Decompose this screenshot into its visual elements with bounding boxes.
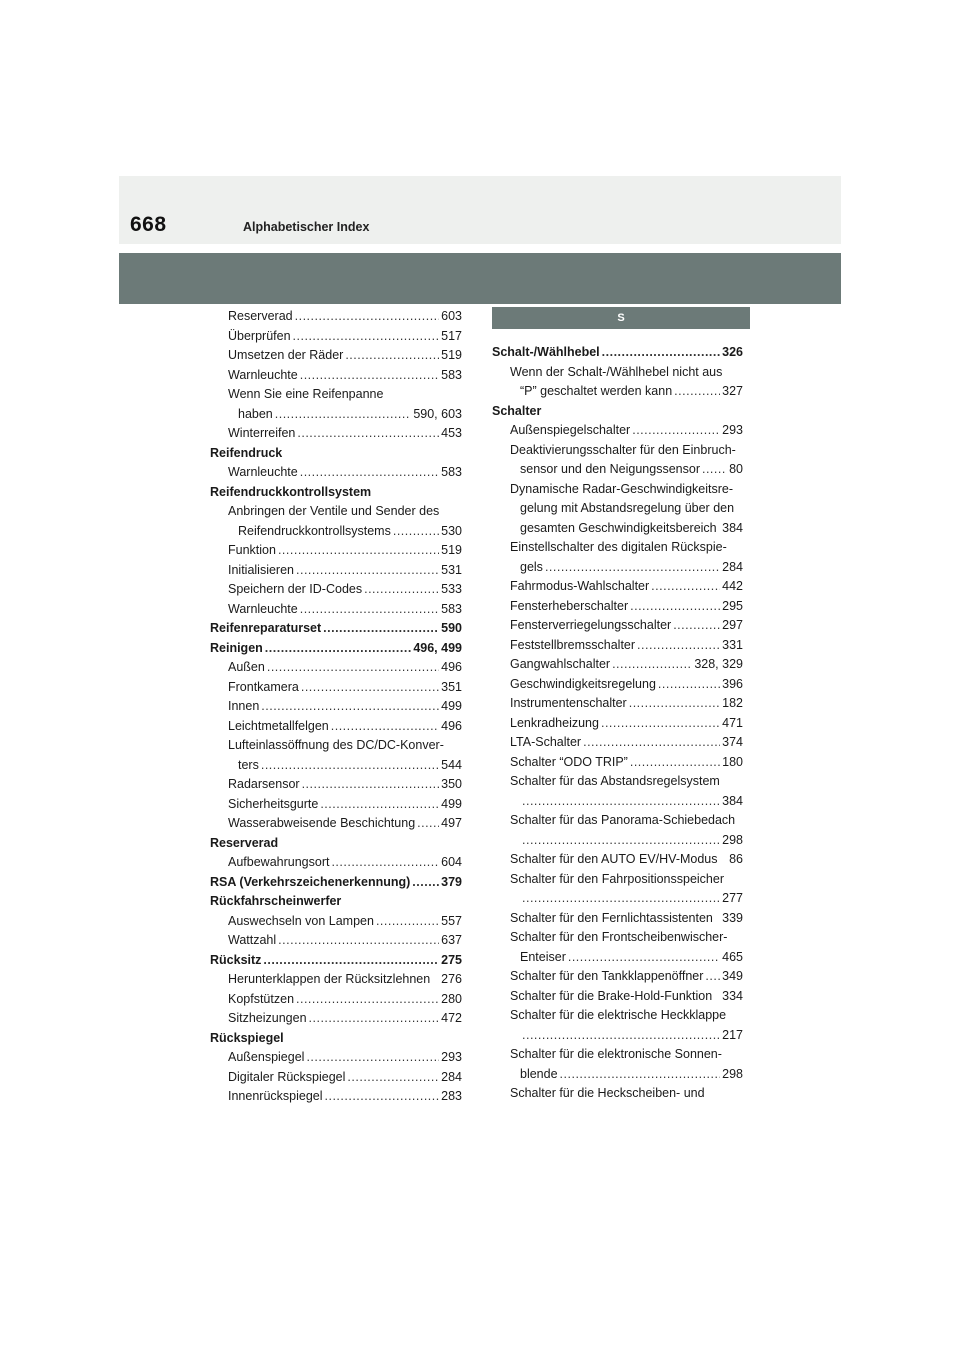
- entry-text: Auswechseln von Lampen: [228, 913, 374, 928]
- entry-text: Dynamische Radar-Geschwindigkeitsre-: [510, 481, 733, 496]
- page-reference[interactable]: 217: [722, 1027, 743, 1042]
- entry-text: Wasserabweisende Beschichtung: [228, 816, 416, 830]
- entry-text: Fensterheberschalter: [510, 598, 629, 613]
- index-heading: [210, 951, 462, 971]
- entry-text: Leichtmetallfelgen: [228, 718, 329, 733]
- page-reference[interactable]: 275: [441, 952, 462, 967]
- leader-dots: [393, 522, 439, 542]
- entry-text: ters: [238, 757, 259, 772]
- index-entry: [492, 655, 743, 675]
- leader-dots: [412, 873, 439, 893]
- letter-heading-s: S: [492, 307, 750, 329]
- entry-text: Instrumentenschalter: [510, 696, 627, 710]
- page-reference[interactable]: 86: [729, 852, 743, 866]
- index-entry: [492, 987, 743, 1007]
- page-reference[interactable]: 284: [722, 559, 743, 574]
- entry-text: Schalter für den Frontscheibenwischer-: [510, 930, 728, 944]
- leader-dots: [301, 678, 439, 698]
- entry-text: Reserverad: [228, 309, 293, 323]
- index-entry: [210, 463, 462, 483]
- page-reference[interactable]: 496: [441, 660, 462, 674]
- leader-dots: [347, 1068, 439, 1088]
- entry-text: Schalter “ODO TRIP”: [510, 754, 628, 769]
- leader-dots: [261, 756, 439, 776]
- index-entry: [492, 870, 743, 890]
- index-heading: [492, 402, 743, 422]
- page-reference[interactable]: 583: [441, 465, 462, 479]
- page-reference[interactable]: 637: [441, 933, 462, 947]
- leader-dots: [331, 717, 439, 737]
- right-entries: [492, 343, 743, 1104]
- entry-text: Schalter für die elektrische Heckklappe: [510, 1008, 727, 1022]
- index-entry: [492, 577, 743, 597]
- entry-text: Schalter für die Brake-Hold-Funktion: [510, 988, 713, 1003]
- entry-text: Wattzahl: [228, 933, 277, 947]
- index-entry: [210, 756, 462, 776]
- page-reference[interactable]: 496, 499: [413, 640, 462, 655]
- page-reference[interactable]: 384: [722, 793, 743, 808]
- page-reference[interactable]: 499: [441, 796, 462, 811]
- entry-text: Reifendruck: [210, 445, 283, 460]
- entry-text: Fahrmodus-Wahlschalter: [510, 579, 650, 593]
- entry-text: Warnleuchte: [228, 367, 298, 382]
- page-reference[interactable]: 442: [722, 579, 743, 593]
- leader-dots: [261, 697, 439, 717]
- index-entry: [492, 421, 743, 441]
- page-reference[interactable]: 583: [441, 367, 462, 382]
- index-entry: [210, 1087, 462, 1107]
- page-reference[interactable]: 496: [441, 718, 462, 733]
- index-entry: [210, 990, 462, 1010]
- index-entry: [492, 850, 743, 870]
- entry-text: Gangwahlschalter: [510, 657, 611, 671]
- leader-dots: [583, 733, 720, 753]
- page-reference[interactable]: 295: [722, 598, 743, 613]
- leader-dots: [309, 1009, 440, 1029]
- index-entry: [210, 736, 462, 756]
- leader-dots: [522, 831, 720, 851]
- index-entry: [210, 970, 462, 990]
- index-heading: [492, 343, 743, 363]
- page-reference[interactable]: 280: [441, 991, 462, 1006]
- index-heading: [210, 619, 462, 639]
- entry-text: Winterreifen: [228, 426, 296, 440]
- entry-text: gelung mit Abstandsregelung über den: [520, 501, 735, 515]
- leader-dots: [522, 1026, 720, 1046]
- index-heading: [210, 892, 462, 912]
- leader-dots: [296, 990, 439, 1010]
- index-entry: [210, 522, 462, 542]
- page-reference[interactable]: 497: [441, 816, 462, 830]
- leader-dots: [629, 694, 720, 714]
- page-reference[interactable]: 583: [441, 601, 462, 616]
- index-entry: [492, 382, 743, 402]
- index-entry: [492, 1084, 743, 1104]
- leader-dots: [293, 327, 440, 347]
- page-reference[interactable]: 349: [722, 969, 743, 983]
- entry-text: Reserverad: [210, 835, 279, 850]
- index-entry: [210, 561, 462, 581]
- entry-text: Außenspiegelschalter: [510, 423, 631, 437]
- page-reference[interactable]: 180: [722, 754, 743, 769]
- index-entry: [210, 405, 462, 425]
- entry-text: blende: [520, 1066, 558, 1081]
- entry-text: haben: [238, 406, 273, 421]
- leader-dots: [601, 714, 720, 734]
- entry-text: Schalter für das Panorama-Schiebedach: [510, 813, 736, 827]
- leader-dots: [300, 463, 439, 483]
- page-number: 668: [130, 213, 167, 236]
- index-entry: [210, 502, 462, 522]
- entry-text: Digitaler Rückspiegel: [228, 1069, 346, 1084]
- index-heading: [210, 639, 462, 659]
- leader-dots: [612, 655, 692, 675]
- index-entry: [492, 558, 743, 578]
- page-reference[interactable]: 603: [441, 309, 462, 323]
- leader-dots: [364, 580, 439, 600]
- page-reference[interactable]: 284: [441, 1069, 462, 1084]
- page-reference[interactable]: 557: [441, 913, 462, 928]
- index-heading: [210, 873, 462, 893]
- index-entry: [210, 717, 462, 737]
- entry-text: Rücksitz: [210, 952, 262, 967]
- leader-dots: [568, 948, 720, 968]
- entry-text: Funktion: [228, 543, 276, 557]
- leader-dots: [522, 889, 720, 909]
- leader-dots: [278, 541, 439, 561]
- leader-dots: [674, 382, 720, 402]
- index-entry: [210, 327, 462, 347]
- page-reference[interactable]: 379: [441, 874, 462, 889]
- entry-text: Außen: [228, 660, 265, 674]
- leader-dots: [637, 636, 720, 656]
- index-entry: [492, 441, 743, 461]
- entry-text: gels: [520, 559, 543, 574]
- leader-dots: [295, 307, 440, 327]
- index-entry: [210, 853, 462, 873]
- index-column-right: [492, 307, 743, 1104]
- index-entry: [492, 499, 743, 519]
- entry-text: Lenkradheizung: [510, 715, 599, 730]
- index-entry: [492, 519, 743, 539]
- entry-text: Überprüfen: [228, 328, 291, 343]
- index-entry: [492, 675, 743, 695]
- page-reference[interactable]: 533: [441, 582, 462, 596]
- index-entry: [210, 1068, 462, 1088]
- index-entry: [492, 636, 743, 656]
- index-entry: [492, 480, 743, 500]
- page-reference[interactable]: 293: [441, 1050, 462, 1064]
- entry-text: Innenrückspiegel: [228, 1089, 323, 1103]
- entry-text: Initialisieren: [228, 562, 295, 577]
- entry-text: Rückspiegel: [210, 1030, 284, 1045]
- leader-dots: [376, 912, 439, 932]
- leader-dots: [651, 577, 720, 597]
- entry-text: Deaktivierungsschalter für den Einbruch-: [510, 442, 736, 457]
- index-heading: [210, 444, 462, 464]
- leader-dots: [522, 792, 720, 812]
- index-entry: [492, 714, 743, 734]
- page-reference[interactable]: 517: [441, 328, 462, 343]
- leader-dots: [325, 1087, 440, 1107]
- entry-text: Speichern der ID-Codes: [228, 582, 363, 596]
- entry-text: Schalt-/Wählhebel: [492, 345, 600, 359]
- entry-text: RSA (Verkehrszeichenerkennung): [210, 874, 411, 889]
- entry-text: Außenspiegel: [228, 1050, 305, 1064]
- index-entry: [210, 366, 462, 386]
- index-entry: [210, 1009, 462, 1029]
- page-reference[interactable]: 334: [722, 988, 743, 1003]
- entry-text: Schalter für die Heckscheiben- und: [510, 1086, 705, 1100]
- index-entry: [492, 1006, 743, 1026]
- entry-text: Reifenreparaturset: [210, 621, 322, 635]
- leader-dots: [702, 460, 727, 480]
- entry-text: Feststellbremsschalter: [510, 637, 636, 652]
- entry-text: Schalter für den Tankklappenöffner: [510, 969, 704, 983]
- index-entry: [210, 795, 462, 815]
- index-entry: [492, 792, 743, 812]
- page-reference[interactable]: 277: [722, 891, 743, 905]
- page-reference[interactable]: 293: [722, 423, 743, 437]
- entry-text: gesamten Geschwindigkeitsbereich: [520, 520, 717, 535]
- header-bar: [119, 253, 841, 304]
- entry-text: Sitzheizungen: [228, 1011, 307, 1025]
- entry-text: Schalter für das Abstandsregelsystem: [510, 774, 720, 788]
- index-entry: [492, 363, 743, 383]
- entry-text: Wenn der Schalt-/Wählhebel nicht aus: [510, 364, 723, 379]
- page-reference[interactable]: 590, 603: [413, 406, 462, 421]
- index-entry: [210, 814, 462, 834]
- page-reference[interactable]: 328, 329: [694, 657, 743, 671]
- index-entry: [492, 909, 743, 929]
- entry-text: Schalter für den Fernlichtassistenten: [510, 910, 713, 925]
- page-reference[interactable]: 590: [441, 621, 462, 635]
- page-reference[interactable]: 331: [722, 637, 743, 652]
- entry-text: Warnleuchte: [228, 601, 298, 616]
- entry-text: Reifendruckkontrollsystems: [238, 523, 391, 538]
- entry-text: Reifendruckkontrollsystem: [210, 484, 372, 499]
- index-entry: [492, 538, 743, 558]
- index-entry: [210, 912, 462, 932]
- page-reference[interactable]: 453: [441, 426, 462, 440]
- page-reference[interactable]: 351: [441, 679, 462, 694]
- page-reference[interactable]: 374: [722, 735, 743, 749]
- entry-text: Wenn Sie eine Reifenpanne: [228, 387, 384, 401]
- index-entry: [492, 928, 743, 948]
- page-reference[interactable]: 327: [722, 384, 743, 398]
- page-reference[interactable]: 530: [441, 523, 462, 538]
- page-reference[interactable]: 531: [441, 562, 462, 577]
- leader-dots: [323, 619, 439, 639]
- leader-dots: [345, 346, 439, 366]
- entry-text: Herunterklappen der Rücksitzlehnen: [228, 972, 431, 986]
- index-entry: [210, 600, 462, 620]
- page-reference[interactable]: 182: [722, 696, 743, 710]
- entry-text: Kopfstützen: [228, 991, 295, 1006]
- page-reference[interactable]: 604: [441, 855, 462, 869]
- entry-text: Schalter: [492, 403, 542, 418]
- page-reference[interactable]: 519: [441, 348, 462, 362]
- page-reference[interactable]: 465: [722, 949, 743, 964]
- entry-text: Radarsensor: [228, 777, 300, 791]
- leader-dots: [602, 343, 720, 363]
- page-reference[interactable]: 384: [722, 520, 743, 535]
- index-entry: [492, 948, 743, 968]
- page-reference[interactable]: 298: [722, 1066, 743, 1081]
- entry-text: Reinigen: [210, 640, 263, 655]
- entry-text: Schalter für die elektronische Sonnen-: [510, 1047, 722, 1061]
- leader-dots: [630, 597, 720, 617]
- leader-dots: [673, 616, 720, 636]
- page-reference[interactable]: 298: [722, 832, 743, 847]
- leader-dots: [417, 814, 439, 834]
- page-reference[interactable]: 297: [722, 618, 743, 632]
- index-entry: [492, 616, 743, 636]
- index-entry: [492, 460, 743, 480]
- index-entry: [210, 678, 462, 698]
- leader-dots: [658, 675, 720, 695]
- index-heading: [210, 834, 462, 854]
- entry-text: Geschwindigkeitsregelung: [510, 676, 656, 691]
- page-reference[interactable]: 80: [729, 462, 743, 476]
- index-column-left: [210, 307, 462, 1107]
- index-entry: [210, 307, 462, 327]
- entry-text: Rückfahrscheinwerfer: [210, 894, 342, 908]
- index-entry: [492, 811, 743, 831]
- entry-text: Frontkamera: [228, 679, 299, 694]
- entry-text: Aufbewahrungsort: [228, 855, 330, 869]
- leader-dots: [300, 366, 439, 386]
- index-entry: [492, 694, 743, 714]
- leader-dots: [267, 658, 439, 678]
- page-reference[interactable]: 471: [722, 715, 743, 730]
- page-reference[interactable]: 396: [722, 676, 743, 691]
- leader-dots: [302, 775, 440, 795]
- index-entry: [492, 753, 743, 773]
- leader-dots: [632, 421, 720, 441]
- index-heading: [210, 483, 462, 503]
- leader-dots: [263, 951, 439, 971]
- entry-text: LTA-Schalter: [510, 735, 582, 749]
- page-reference[interactable]: 499: [441, 699, 462, 713]
- entry-text: Schalter für den Fahrpositionsspeicher: [510, 871, 725, 886]
- entry-text: Warnleuchte: [228, 465, 298, 479]
- leader-dots: [297, 424, 439, 444]
- leader-dots: [630, 753, 720, 773]
- index-entry: [492, 1026, 743, 1046]
- index-entry: [492, 1045, 743, 1065]
- leader-dots: [296, 561, 439, 581]
- index-entry: [210, 658, 462, 678]
- leader-dots: [278, 931, 439, 951]
- entry-text: Fensterverriegelungsschalter: [510, 618, 672, 632]
- entry-text: Enteiser: [520, 949, 566, 964]
- index-heading: [210, 1029, 462, 1049]
- index-entry: [210, 775, 462, 795]
- index-entry: [210, 697, 462, 717]
- page-reference[interactable]: 326: [722, 345, 743, 359]
- leader-dots: [705, 967, 720, 987]
- leader-dots: [560, 1065, 721, 1085]
- index-entry: [492, 733, 743, 753]
- page-reference[interactable]: 519: [441, 543, 462, 557]
- entry-text: sensor und den Neigungssensor: [520, 462, 700, 476]
- leader-dots: [265, 639, 412, 659]
- leader-dots: [331, 853, 439, 873]
- index-entry: [210, 580, 462, 600]
- entry-text: Anbringen der Ventile und Sender des: [228, 504, 440, 518]
- index-entry: [492, 967, 743, 987]
- page-reference[interactable]: 350: [441, 777, 462, 791]
- entry-text: Einstellschalter des digitalen Rückspie-: [510, 540, 727, 554]
- index-entry: [492, 772, 743, 792]
- page-reference[interactable]: 472: [441, 1011, 462, 1025]
- leader-dots: [306, 1048, 439, 1068]
- index-entry: [210, 424, 462, 444]
- page-reference[interactable]: 276: [441, 972, 462, 986]
- index-entry: [492, 889, 743, 909]
- index-entry: [210, 1048, 462, 1068]
- page-header-band: [119, 176, 841, 244]
- page-reference[interactable]: 283: [441, 1089, 462, 1103]
- index-entry: [492, 1065, 743, 1085]
- page-reference[interactable]: 339: [722, 910, 743, 925]
- index-entry: [210, 541, 462, 561]
- index-entry: [492, 831, 743, 851]
- entry-text: Schalter für den AUTO EV/HV-Modus: [510, 852, 718, 866]
- index-entry: [210, 385, 462, 405]
- index-entry: [492, 597, 743, 617]
- leader-dots: [300, 600, 439, 620]
- leader-dots: [275, 405, 412, 425]
- entry-text: Lufteinlassöffnung des DC/DC-Konver-: [228, 738, 444, 752]
- page-reference[interactable]: 544: [441, 757, 462, 772]
- section-title: Alphabetischer Index: [243, 220, 370, 234]
- leader-dots: [545, 558, 720, 578]
- leader-dots: [320, 795, 439, 815]
- index-entry: [210, 931, 462, 951]
- entry-text: Sicherheitsgurte: [228, 796, 319, 811]
- entry-text: Innen: [228, 699, 260, 713]
- index-entry: [210, 346, 462, 366]
- entry-text: Umsetzen der Räder: [228, 348, 344, 362]
- entry-text: “P” geschaltet werden kann: [520, 384, 673, 398]
